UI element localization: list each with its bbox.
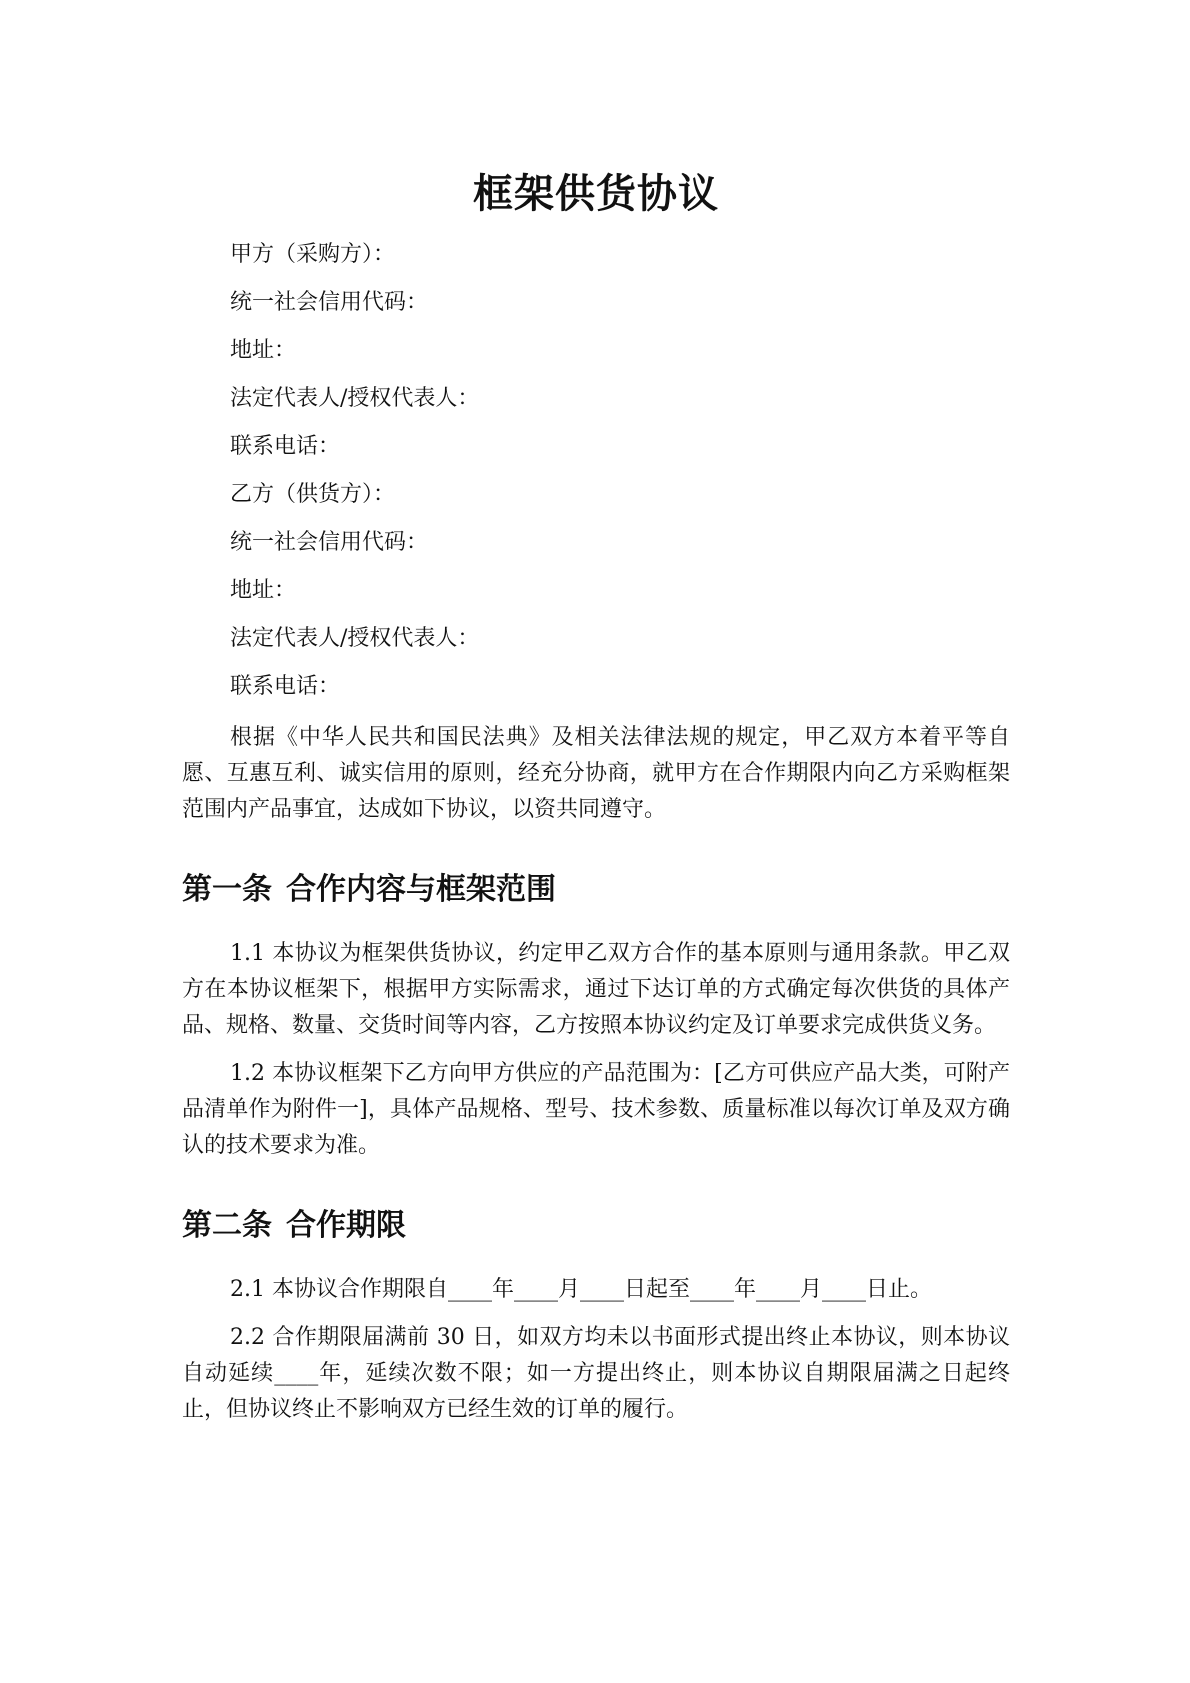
party-b-representative-label: 法定代表人/授权代表人： [230,626,480,651]
party-a-name-label: 甲方（采购方）： [230,242,396,267]
party-a-phone-label: 联系电话： [230,434,341,459]
clause-1-2: 1.2 本协议框架下乙方向甲方供应的产品范围为：[乙方可供应产品大类，可附产品清单作为附件一]，具体产品规格、型号、技术参数、质量标准以每次订单及双方确认的技术要求为准。 [182,1061,1010,1158]
party-b-address-label: 地址： [230,578,297,603]
article-2 [182,1206,1010,1428]
article-2-title: 合作期限 [286,1208,406,1243]
clause-1-1: 1.1 本协议为框架供货协议，约定甲乙双方合作的基本原则与通用条款。甲乙双方在本协议框架下，根据甲方实际需求，通过下达订单的方式确定每次供货的具体产品、规格、数量、交货时间等内容，乙方按照本协议约定及订单要求完成供货义务。 [182,941,1010,1038]
article-2-number: 第二条 [182,1208,272,1243]
article-1-number: 第一条 [182,872,272,907]
party-b-credit-code-label: 统一社会信用代码： [230,530,429,555]
party-a-credit-code-label: 统一社会信用代码： [230,290,429,315]
party-a-representative-label: 法定代表人/授权代表人： [230,386,480,411]
clause-2-2: 2.2 合作期限届满前 30 日，如双方均未以书面形式提出终止本协议，则本协议自动延续____年，延续次数不限；如一方提出终止，则本协议自期限届满之日起终止，但协议终止不影响双方已经生效的订单的履行。 [182,1325,1010,1422]
article-2-heading [182,1206,1010,1246]
article-1-title: 合作内容与框架范围 [286,872,556,907]
article-1 [182,870,1010,1164]
clause-2-1: 2.1 本协议合作期限自____年____月____日起至____年____月____日止。 [230,1277,932,1302]
document-title: 框架供货协议 [473,171,719,217]
party-a-address-label: 地址： [230,338,297,363]
party-b-name-label: 乙方（供货方）： [230,482,396,507]
party-b-block [182,480,1010,702]
party-a-block [182,240,1010,462]
party-b-phone-label: 联系电话： [230,674,341,699]
preamble-paragraph: 根据《中华人民共和国民法典》及相关法律法规的规定，甲乙双方本着平等自愿、互惠互利、诚实信用的原则，经充分协商，就甲方在合作期限内向乙方采购框架范围内产品事宜，达成如下协议，以资共同遵守。 [182,725,1010,822]
article-1-heading [182,870,1010,910]
